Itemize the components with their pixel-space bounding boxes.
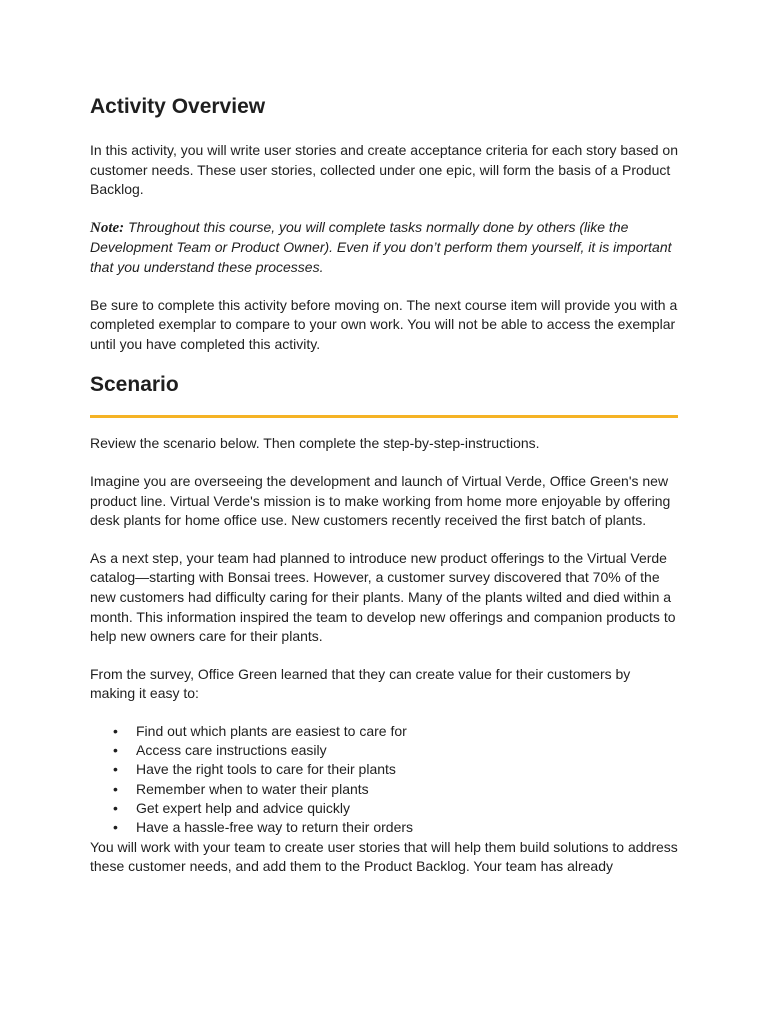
intro-paragraph: In this activity, you will write user stories and create acceptance criteria for each story based on customer needs. These user stories, collected under one epic, will form the basis of a Product Backlog.: [90, 142, 679, 198]
activity-overview-heading: Activity Overview: [90, 95, 266, 118]
list-item: [90, 799, 678, 818]
section-divider: [90, 415, 678, 418]
bullet-icon: •: [113, 761, 118, 778]
scenario-heading: Scenario: [90, 373, 179, 397]
list-item: [90, 760, 678, 779]
complete-first-paragraph: Be sure to complete this activity before moving on. The next course item will provide you with a completed exemplar to compare to your own work. You will not be able to access the exemplar until you have completed this activity.: [90, 296, 678, 352]
closing-paragraph: You will work with your team to create user stories that will help them build solutions to address these customer needs, and add them to the Product Backlog. Your team has already: [90, 838, 678, 875]
imagine-paragraph: Imagine you are overseeing the development and launch of Virtual Verde, Office Green's new product line. Virtual Verde's mission is to make working from home more enjoyable by offering desk plants for home office use. New customers recently received the first batch of plants.: [90, 472, 671, 529]
list-item-text: Have the right tools to care for their plants: [136, 761, 396, 778]
note-label: Note:: [90, 219, 125, 236]
next-step-paragraph: As a next step, your team had planned to introduce new product offerings to the Virtual Verde catalog—starting with Bonsai trees. However, a customer survey discovered that 70% of the new customers had difficulty caring for their plants. Many of the plants wilted and died within a month. This information inspired the team to develop new offerings and companion products to help new owners care for their plants.: [90, 549, 676, 645]
survey-paragraph: From the survey, Office Green learned that they can create value for their customers by making it easy to:: [90, 665, 631, 702]
list-item-text: Get expert help and advice quickly: [136, 800, 351, 817]
bullet-icon: •: [113, 722, 118, 739]
list-item: [90, 741, 678, 760]
list-item-text: Have a hassle-free way to return their orders: [136, 819, 414, 836]
list-item-text: Access care instructions easily: [136, 742, 327, 759]
bullet-icon: •: [113, 800, 118, 817]
list-item-text: Find out which plants are easiest to care for: [136, 722, 407, 739]
note-text: Throughout this course, you will complete tasks normally done by others (like the Development Team or Product Owner). Even if you don’t perform them yourself, it is important that you understand these processes.: [90, 218, 672, 275]
list-item: [90, 722, 678, 741]
list-item: [90, 780, 678, 799]
bullet-icon: •: [113, 780, 118, 797]
list-item: [90, 818, 678, 837]
note-paragraph: [90, 218, 678, 278]
customer-needs-list: [90, 722, 678, 838]
bullet-icon: •: [113, 742, 118, 759]
list-item-text: Remember when to water their plants: [136, 780, 369, 797]
bullet-icon: •: [113, 819, 118, 836]
review-paragraph: Review the scenario below. Then complete the step-by-step-instructions.: [90, 435, 540, 452]
